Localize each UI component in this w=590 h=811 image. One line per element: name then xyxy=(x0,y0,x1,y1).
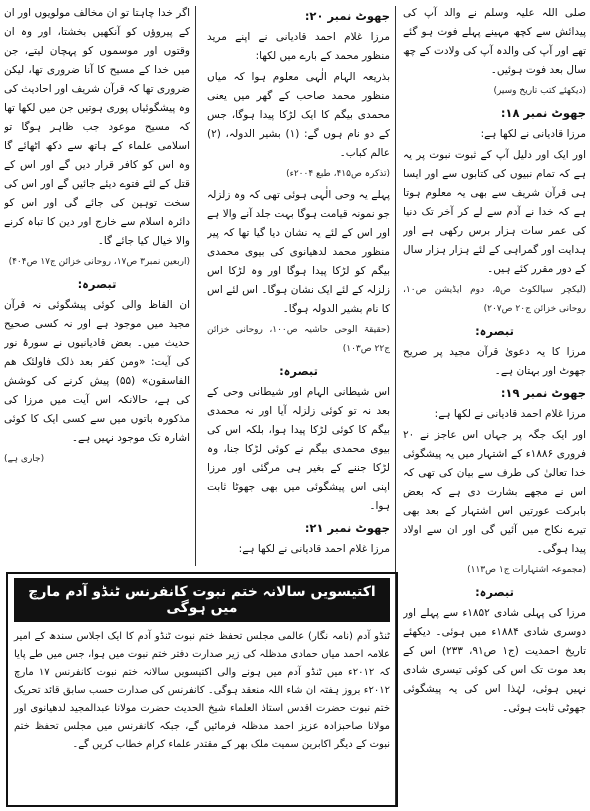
quote-text: اور ایک اور دلیل آپ کے ثبوت نبوت پر یہ ہے کہ تمام نبیوں کی کتابوں سے اور ایسا ہی قرآن شریف سے بھی یہ معلوم ہوتا ہے کہ خدا نے آدم سے لے کر آخر تک دنیا کی عمر سات ہزار برس رکھی ہے اور ہدایت اور گمراہی کے لئے ہزار ہزار سال کے دور مقرر کئے ہیں۔ xyxy=(403,149,586,275)
review-heading: تبصرہ: xyxy=(475,585,514,599)
quote-text: بذریعہ الہام الٰہی معلوم ہوا کہ میاں منظور محمد صاحب کے گھر میں یعنی محمدی بیگم کا ایک لڑکا پیدا ہوگا، جس کے دو نام ہوں گے: (۱) بشیر الدولہ، (۲) عالم کباب۔ xyxy=(207,71,390,159)
review-text: اس شیطانی الہام اور شیطانی وحی کے بعد نہ تو کوئی زلزلہ آیا اور نہ محمدی بیگم کا کوئی لڑکا پیدا ہوا، بلکہ اس کی بیوی محمدی بیگم نے کوئی لڑکا جنا، وہ لڑکا جننے کے بغیر ہی مرگئی اور مرزا اپنی اس پیشگوئی میں بھی جھوٹا ثابت ہوا۔ xyxy=(207,386,390,512)
reference: (حقیقۃ الوحی حاشیہ ص۱۰۰، روحانی خزائن ج۲۲ ص۱۰۳) xyxy=(207,325,390,354)
lead-text: مرزا غلام احمد قادیانی نے اپنے مرید منظور محمد کے بارے میں لکھا: xyxy=(207,31,390,62)
column-divider xyxy=(195,6,196,566)
reference: (تذکرہ ص۴۱۵، طبع ۲۰۰۴ء) xyxy=(286,169,390,179)
reference: (اربعین نمبر۳ ص۱۷، روحانی خزائن ج۱۷ ص۴۰۴) xyxy=(8,257,190,267)
section-heading-18: جھوٹ نمبر ۱۸: xyxy=(500,106,586,120)
intro-paragraph: صلی اللہ علیہ وسلم نے والد آپ کی پیدائش سے کچھ مہینے پہلے فوت ہو گئے تھے اور آپ کی والدہ آپ کی ولادت کے چھ سال بعد فوت ہوئیں۔ xyxy=(403,7,586,76)
lead-text: مرزا غلام احمد قادیانی نے لکھا ہے: xyxy=(434,408,586,420)
review-text: مرزا کی پہلی شادی ۱۸۵۲ء سے پہلے اور دوسری شادی ۱۸۸۴ء میں ہوئی۔ دیکھئے تاریخ احمدیت (ج۱ ص۹۱، ۲۳۳) اس کے بعد موت تک اس کی کوئی تیسری شادی نہیں ہوئی، لہٰذا اس کی یہ پیشگوئی جھوٹی ثابت ہوئی۔ xyxy=(403,607,586,714)
quote-text: اگر خدا چاہتا تو ان مخالف مولویوں اور ان کے پیروؤں کو آنکھیں بخشتا، اور وہ ان وقتوں اور موسموں کو پہچان لیتے، جن میں خدا کے مسیح کا آنا ضروری تھا، لیکن ضروری تھا کہ قرآن شریف اور احادیث کی وہ پیشگوئیاں پوری ہوتیں جن میں لکھا تھا کہ مسیح موعود جب ظاہر ہوگا تو اسلامی علماء کے ہاتھ سے دکھ اٹھائے گا وہ اس کو کافر قرار دیں گے اور اس کے قتل کے لئے فتوے دیئے جائیں گے اور اس کی سخت توہین کی جائے گی اور اس کو دائرہ اسلام سے خارج اور دین کا تباہ کرنے والا خیال کیا جائے گا۔ xyxy=(4,7,190,247)
left-column xyxy=(4,4,190,570)
continued-label: (جاری ہے) xyxy=(4,454,45,464)
section-heading-21: جھوٹ نمبر ۲۱: xyxy=(304,521,390,535)
middle-column xyxy=(207,4,390,570)
section-heading-19: جھوٹ نمبر ۱۹: xyxy=(500,386,586,400)
review-heading: تبصرہ: xyxy=(279,364,318,378)
review-text: ان الفاظ والی کوئی پیشگوئی نہ قرآن مجید میں موجود ہے اور نہ کسی صحیح حدیث میں۔ بعض قادیانیوں نے سورۂ نور کی آیت: «ومن کفر بعد ذلک فاولئک ھم الفاسقون» (۵۵) پیش کرنے کی کوشش کی ہے، حالانکہ اس آیت میں مرزا کی مذکورہ باتوں میں سے کسی ایک کا کوئی اشارہ تک موجود نہیں ہے۔ xyxy=(4,299,190,444)
section-heading-20: جھوٹ نمبر ۲۰: xyxy=(304,9,390,23)
lead-text: مرزا غلام احمد قادیانی نے لکھا ہے: xyxy=(238,543,390,555)
notice-title: اکتیسویں سالانہ ختم نبوت کانفرنس ٹنڈو آدم مارچ میں ہوگی xyxy=(14,578,390,622)
review-heading: تبصرہ: xyxy=(77,277,117,291)
reference: (دیکھئے کتب تاریخ وسیر) xyxy=(493,86,586,96)
quote-text: پہلے یہ وحی الٰہی ہوئی تھی کہ وہ زلزلہ جو نمونہ قیامت ہوگا بہت جلد آنے والا ہے اور اس کے لئے یہ نشان دیا گیا تھا کہ پیر منظور محمد لدھیانوی کی بیوی محمدی بیگم کو لڑکا پیدا ہوگا اور وہ لڑکا اس زلزلہ کے لئے ایک نشان ہوگا۔ اس لئے اس کا نام بشیر الدولہ ہوگا۔ xyxy=(207,189,390,315)
conference-notice-box xyxy=(6,572,398,807)
review-text: مرزا کا یہ دعویٰ قرآن مجید پر صریح جھوٹ اور بہتان ہے۔ xyxy=(403,346,586,377)
lead-text: مرزا قادیانی نے لکھا ہے: xyxy=(480,128,586,140)
reference: (مجموعہ اشتہارات ج۱ ص۱۱۳) xyxy=(467,565,586,575)
quote-text: اور ایک جگہ پر جہاں اس عاجز نے ۲۰ فروری ۱۸۸۶ء کے اشتہار میں یہ پیشگوئی خدا تعالیٰ کی طرف سے بیان کی تھی کہ اس نے مجھے بشارت دی ہے کہ بعض بابرکت عورتیں اس اشتہار کے بعد بھی تیرے نکاح میں آئیں گی اور ان سے اولاد پیدا ہوگی۔ xyxy=(403,429,586,555)
reference: (لیکچر سیالکوٹ ص۵، دوم ایڈیشن ص۱۰، روحانی خزائن ج۲۰ ص۲۰۷) xyxy=(403,285,586,314)
right-column xyxy=(403,4,586,809)
notice-body: ٹنڈو آدم (نامہ نگار) عالمی مجلس تحفظ ختم نبوت ٹنڈو آدم کا ایک اجلاس سندھ کے امیر علامہ احمد میاں حمادی مدظلہ کی زیر صدارت دفتر ختم نبوت میں ہوا، جس میں طے پایا کہ ۲۰۱۲ء میں ٹنڈو آدم میں ہونے والی اکتیسویں سالانہ ختم نبوت کانفرنس ۱۷ مارچ ۲۰۱۲ء بروز ہفتہ ان شاء اللہ منعقد ہوگی۔ کانفرنس کی صدارت حسب سابق قائد تحریک ختم نبوت حضرت اقدس استاذ العلماء شیخ الحدیث حضرت مولانا عبدالمجید لدھیانوی اور مولانا صاحبزادہ عزیز احمد مدظلہ فرمائیں گے، جبکہ کانفرنس میں مجلس تحفظ ختم نبوت کے دیگر اکابرین سمیت ملک بھر کے مقتدر علماء کرام خطاب کریں گے۔ xyxy=(14,631,390,750)
review-heading: تبصرہ: xyxy=(475,324,514,338)
